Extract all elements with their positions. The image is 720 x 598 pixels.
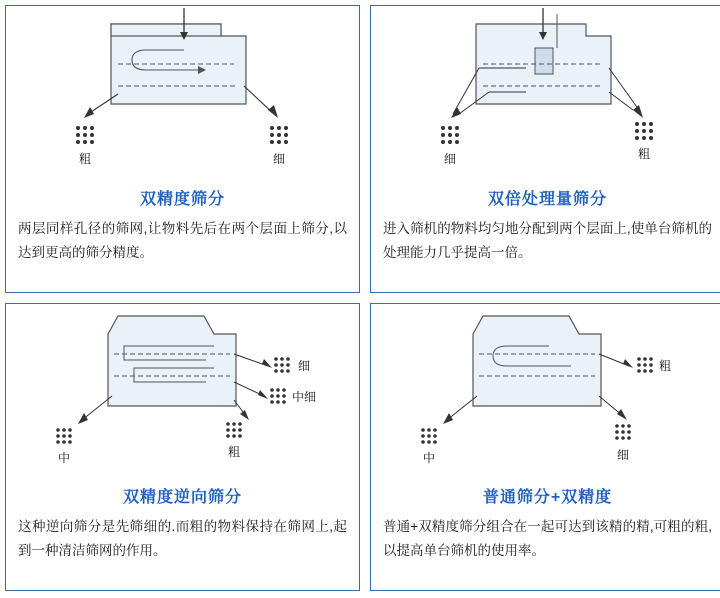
machine-body [108, 316, 236, 406]
outlet-right-mid-arrow [258, 390, 268, 399]
card-desc-2: 进入筛机的物料均匀地分配到两个层面上,使单台筛机的处理能力几乎提高一倍。 [383, 221, 712, 260]
diagram-svg-4 [371, 304, 720, 482]
card-desc-1: 两层同样孔径的筛网,让物料先后在两个层面上筛分,以达到更高的筛分精度。 [18, 221, 347, 260]
diagram-svg-1 [6, 6, 359, 184]
splitter-box [535, 48, 553, 74]
label-left-3: 中 [57, 451, 71, 465]
outlet-right-arrow [633, 105, 643, 118]
diagram-svg-2 [371, 6, 720, 184]
diagram-dual-precision-reverse-screening [6, 304, 359, 482]
pile-right-top-icon [637, 357, 653, 373]
outlet-left-line-a [453, 68, 479, 114]
pile-right-bottom-icon [615, 424, 631, 440]
label-right-top-4: 粗 [659, 359, 672, 373]
label-left-1: 粗 [78, 152, 92, 166]
pile-right-mid-icon [270, 388, 286, 404]
label-right-bottom-4: 细 [616, 448, 630, 462]
outlet-right-top-arrow [623, 359, 633, 368]
label-right-top-3: 细 [298, 359, 311, 373]
card-desc-4: 普通+双精度筛分组合在一起可达到该精的精,可粗的粗,以提高单台筛机的使用率。 [383, 519, 712, 558]
diagram-dual-precision-screening [6, 6, 359, 184]
label-right-bottom-3: 粗 [227, 445, 241, 459]
diagram-double-capacity-screening [371, 6, 720, 184]
card-title-3: 双精度逆向筛分 [122, 489, 242, 506]
machine-top [111, 24, 221, 36]
card-dual-precision-reverse-screening [5, 303, 360, 591]
pile-left-icon [421, 428, 437, 444]
pile-right-icon [635, 122, 653, 140]
card-normal-plus-dual-precision [370, 303, 720, 591]
card-title-2: 双倍处理量筛分 [487, 191, 607, 208]
pile-left-icon [441, 126, 459, 144]
outlet-right-line-b [609, 92, 633, 110]
label-left-4: 中 [422, 451, 436, 465]
pile-right-bottom-icon [226, 422, 242, 438]
label-left-2: 细 [443, 152, 457, 166]
outlet-left-arrow [443, 413, 453, 424]
diagram-normal-plus-dual-precision [371, 304, 720, 482]
card-title-4: 普通筛分+双精度 [482, 489, 613, 506]
outlet-left-line [447, 396, 477, 420]
card-title-1: 双精度筛分 [139, 191, 225, 208]
pile-right-top-icon [274, 357, 290, 373]
label-right-mid-3: 中细 [292, 390, 317, 404]
label-right-2: 粗 [637, 147, 651, 161]
machine-body [473, 316, 601, 406]
diagram-svg-3 [6, 304, 359, 482]
outlet-right-bottom-arrow [617, 409, 627, 420]
pile-left-icon [76, 126, 94, 144]
outlet-right-bottom-arrow [240, 410, 249, 420]
card-desc-3: 这种逆向筛分是先筛细的.而粗的物料保持在筛网上,起到一种清洁筛网的作用。 [18, 519, 347, 558]
card-dual-precision-screening [5, 5, 360, 293]
pile-left-icon [56, 428, 72, 444]
outlet-left-line [82, 396, 112, 420]
label-right-1: 细 [272, 152, 286, 166]
outlet-right-arrow [268, 105, 278, 118]
outlet-left-arrow [78, 413, 88, 424]
outlet-right-top-arrow [262, 359, 272, 368]
outlet-left-arrow [84, 107, 94, 118]
pile-right-icon [270, 126, 288, 144]
card-double-capacity-screening [370, 5, 720, 293]
